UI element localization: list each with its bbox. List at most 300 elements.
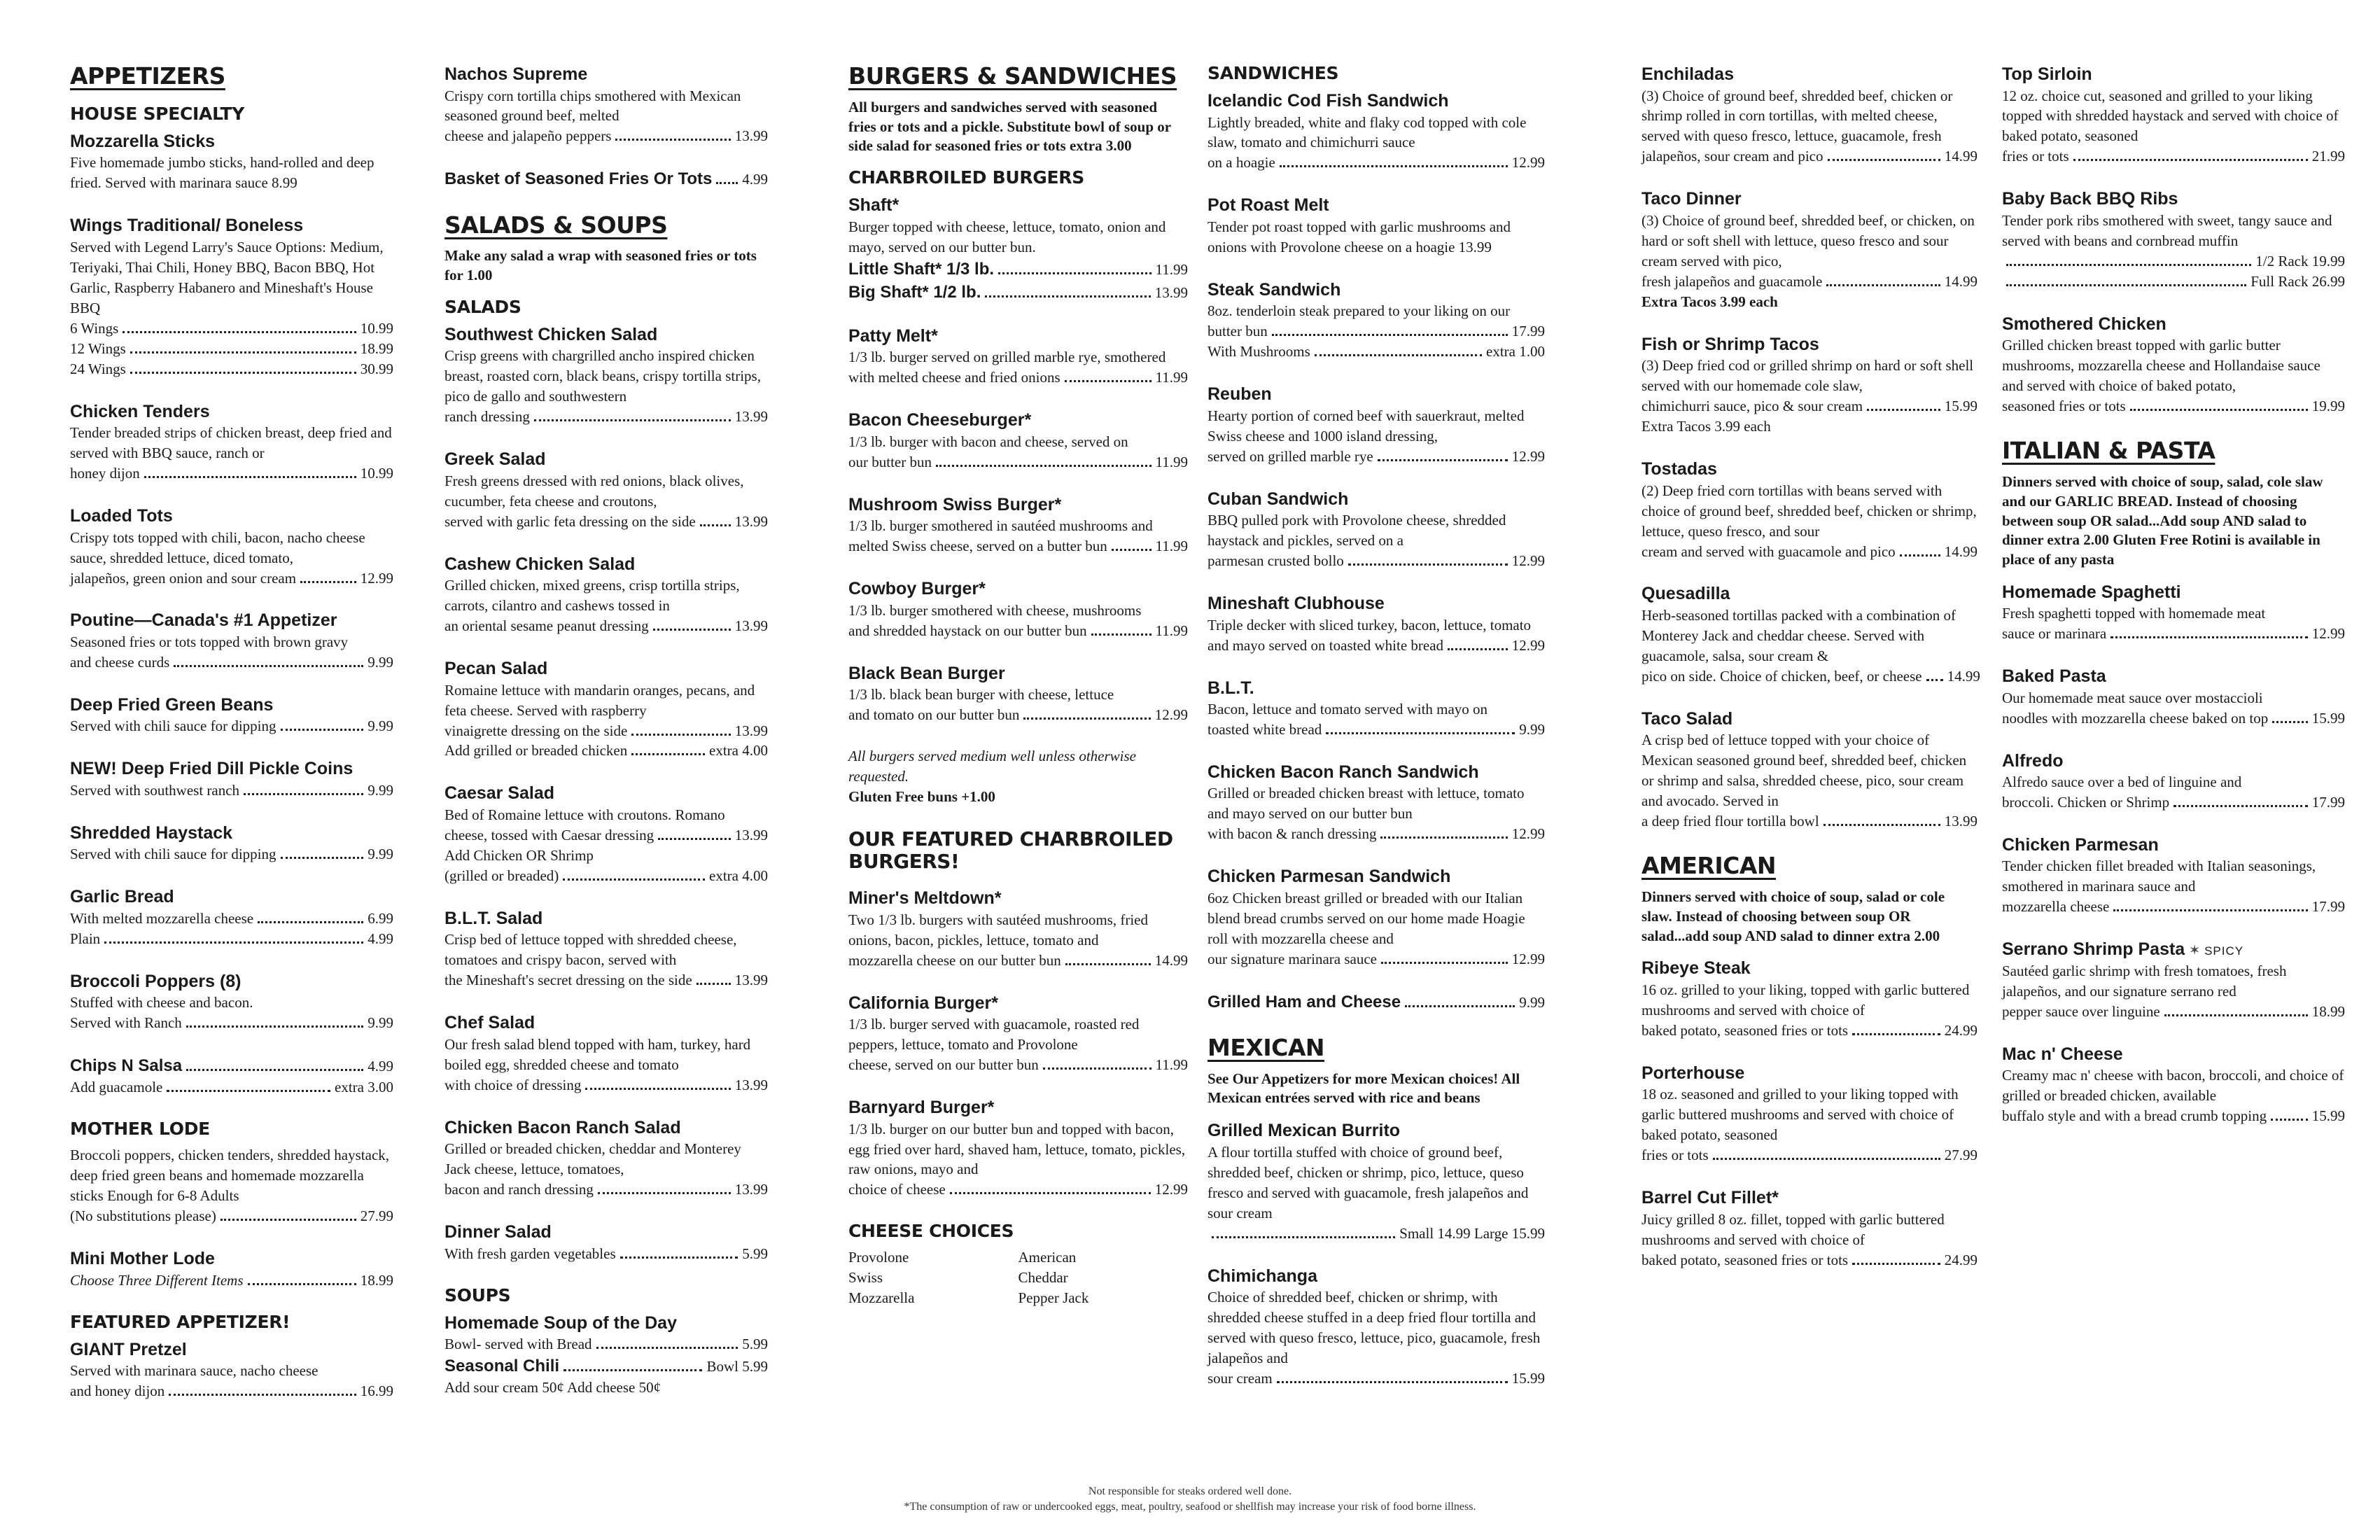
price-line-label: mozzarella cheese on our butter bun	[848, 951, 1061, 969]
dot-leader	[1823, 824, 1940, 826]
menu-item-mini-mother-lode	[70, 1247, 393, 1290]
item-description: Our homemade meat sauce over mostaccioli	[2002, 689, 2263, 706]
price: Full Rack 26.99	[2250, 272, 2345, 290]
price-line-label: served on grilled marble rye	[1208, 447, 1373, 465]
price-line-label: Seasonal Chili	[444, 1356, 560, 1376]
price-line-label: 24 Wings	[70, 360, 126, 377]
cheese-option: American	[1018, 1249, 1077, 1266]
item-description: Creamy mac n' cheese with bacon, broccoli, and choice of grilled or breaded chicken, available	[2002, 1067, 2344, 1105]
menu-item-chicken-tenders	[70, 400, 393, 484]
section-heading: ITALIAN & PASTA	[2002, 437, 2216, 465]
menu-item-giant-pretzel	[70, 1338, 393, 1401]
price-line	[70, 929, 393, 949]
price-line	[848, 258, 1188, 281]
price-line-label: 12 Wings	[70, 340, 126, 357]
item-name: B.L.T. Salad	[444, 908, 543, 928]
price-line	[848, 621, 1188, 641]
price-line	[1208, 636, 1545, 656]
item-name: Icelandic Cod Fish Sandwich	[1208, 91, 1449, 111]
dot-leader	[169, 1394, 356, 1396]
price-line	[444, 616, 768, 636]
menu-item-garlic-bread	[70, 886, 393, 948]
price: 9.99	[368, 781, 393, 799]
price: 12.99	[1511, 154, 1545, 172]
section-subheading: CHARBROILED BURGERS	[848, 167, 1084, 188]
dot-leader	[144, 476, 356, 478]
item-name: Shredded Haystack	[70, 822, 233, 843]
menu-item-baked-pasta	[2002, 665, 2345, 728]
price-line	[1642, 811, 1977, 832]
dot-leader	[653, 629, 731, 631]
price-line-label: With melted mozzarella cheese	[70, 909, 254, 927]
item-name: Smothered Chicken	[2002, 314, 2166, 334]
price-line-label: cheese, tossed with Caesar dressing	[444, 826, 654, 844]
price-line-label: Choose Three Different Items	[70, 1271, 244, 1289]
price: 15.99	[1944, 398, 1977, 415]
menu-item-extras	[444, 167, 768, 190]
dot-leader	[615, 139, 730, 141]
item-name: Mozzarella Sticks	[70, 131, 216, 151]
menu-col-4	[1208, 63, 1545, 1410]
dot-leader	[1212, 1236, 1395, 1238]
price-line	[70, 1013, 393, 1033]
section-note: All burgers and sandwiches served with seasoned fries or tots and a pickle. Substitute bowl of soup or side salad for seasoned fries or tots extra 3.00	[848, 98, 1171, 155]
item-name: Baby Back BBQ Ribs	[2002, 189, 2178, 209]
price-line-label: Plain	[70, 930, 101, 947]
dot-leader	[1272, 334, 1508, 336]
price-line	[848, 452, 1188, 472]
price-line	[1208, 949, 1545, 969]
item-name: Alfredo	[2002, 750, 2064, 771]
menu-item-cowboy-burger	[848, 578, 1188, 640]
item-description: (3) Choice of ground beef, shredded beef, chicken or shrimp rolled in corn tortillas, with melted cheese, served with queso fresco, lettuce, guacamole, fresh	[1642, 87, 1953, 145]
menu-item-chef-salad	[444, 1011, 768, 1095]
dot-leader	[534, 419, 731, 421]
menu-col-1	[70, 63, 393, 1422]
price: 30.99	[360, 360, 393, 377]
price-line-label: jalapeños, sour cream and pico	[1642, 148, 1823, 165]
price: 15.99	[2311, 709, 2345, 727]
dot-leader	[1405, 1005, 1515, 1007]
cheese-option: Provolone	[848, 1249, 909, 1266]
menu-item-wings-traditional-boneless	[70, 214, 393, 379]
price: extra 4.00	[709, 867, 768, 884]
item-name-row	[2002, 938, 2345, 961]
menu-item-homemade-spaghetti	[2002, 581, 2345, 644]
dot-leader	[596, 1347, 738, 1349]
price: 12.99	[2311, 625, 2345, 643]
item-name: B.L.T.	[1208, 678, 1254, 698]
price: 4.99	[368, 1058, 393, 1075]
item-name: Mushroom Swiss Burger*	[848, 494, 1062, 514]
menu-item-bacon-cheeseburger	[848, 409, 1188, 472]
dot-leader	[585, 1088, 730, 1090]
section-subheading: SOUPS	[444, 1284, 511, 1306]
price-line-label: (No substitutions please)	[70, 1208, 216, 1225]
item-description: 1/3 lb. burger served on grilled marble rye, smothered	[848, 349, 1166, 366]
price: 10.99	[360, 465, 393, 482]
price: 9.99	[368, 846, 393, 863]
dot-leader	[300, 581, 356, 583]
price-line	[848, 368, 1188, 388]
price-line	[1208, 1224, 1545, 1244]
price: 24.99	[1944, 1251, 1977, 1268]
dot-leader	[2271, 1119, 2308, 1121]
dot-leader	[998, 272, 1151, 274]
price-line	[848, 281, 1188, 304]
item-name: Serrano Shrimp Pasta	[2002, 939, 2185, 960]
price-line-label: baked potato, seasoned fries or tots	[1642, 1021, 1849, 1039]
price-line-label: Served with chili sauce for dipping	[70, 718, 276, 735]
price-line	[444, 167, 768, 190]
price-line-label: 6 Wings	[70, 319, 119, 337]
item-name: Chimichanga	[1208, 1266, 1317, 1286]
dot-leader	[1326, 732, 1515, 734]
dot-leader	[598, 1192, 731, 1194]
item-description: 1/3 lb. burger smothered in sautéed mushrooms and	[848, 517, 1153, 535]
price-line-label: vinaigrette dressing on the side	[444, 722, 628, 739]
dot-leader	[2113, 909, 2307, 911]
dot-leader	[104, 941, 363, 944]
menu-item-serrano-shrimp-pasta	[2002, 938, 2345, 1021]
price-line-label: sauce or marinara	[2002, 625, 2107, 643]
dot-leader	[1280, 165, 1508, 167]
item-name: Top Sirloin	[2002, 64, 2092, 84]
dot-leader	[1348, 564, 1508, 566]
item-description: Tender pot roast topped with garlic mushrooms and onions with Provolone cheese on a hoagie 13.99	[1208, 218, 1511, 255]
price-line	[70, 463, 393, 484]
menu-col-5	[1642, 63, 1980, 1291]
dot-leader	[563, 878, 705, 881]
price: 5.99	[742, 1336, 768, 1353]
spicy-badge: SPICY	[2204, 944, 2244, 958]
menu-item-taco-salad	[1642, 708, 1977, 832]
item-name: Cashew Chicken Salad	[444, 554, 636, 574]
item-description: 18 oz. seasoned and grilled to your liking topped with garlic buttered mushrooms and served with choice of baked potato, seasoned	[1642, 1086, 1959, 1144]
menu-item-pot-roast-melt	[1208, 194, 1545, 257]
price-line	[1208, 447, 1545, 467]
item-description: Tender pork ribs smothered with sweet, tangy sauce and served with beans and cornbread muffin	[2002, 211, 2332, 249]
menu-item-homemade-soup-of-the-day	[444, 1312, 768, 1399]
price-line	[70, 1077, 393, 1098]
cheese-option: Swiss	[848, 1269, 883, 1287]
menu-item-greek-salad	[444, 448, 768, 531]
price-line-label: Served with Ranch	[70, 1014, 182, 1032]
dot-leader	[281, 857, 364, 859]
item-name: Reuben	[1208, 384, 1272, 405]
section-subheading: MOTHER LODE	[70, 1119, 210, 1140]
price-line	[70, 318, 393, 339]
item-name: Cuban Sandwich	[1208, 489, 1349, 509]
price: 11.99	[1155, 453, 1188, 470]
dot-leader	[1065, 963, 1151, 965]
price: 13.99	[1944, 813, 1977, 830]
price-line-label: Served with southwest ranch	[70, 781, 240, 799]
price-line	[70, 844, 393, 864]
section-heading: BURGERS & SANDWICHES	[848, 62, 1177, 90]
dot-leader	[1713, 1158, 1940, 1160]
menu-col-6	[2002, 63, 2345, 1147]
pepper-icon: ✶	[2185, 943, 2205, 959]
price: 27.99	[360, 1208, 393, 1225]
price-line	[70, 1206, 393, 1226]
item-description: Tender chicken fillet breaded with Italian seasonings, smothered in marinara sauce and	[2002, 858, 2316, 895]
dot-leader	[1065, 380, 1152, 382]
item-name: Cowboy Burger*	[848, 579, 986, 599]
price: 13.99	[1154, 284, 1188, 301]
menu-item-southwest-chicken-salad	[444, 323, 768, 427]
price: 12.99	[360, 569, 393, 587]
price-line	[444, 126, 768, 146]
dot-leader	[1023, 718, 1150, 720]
item-description: 1/3 lb. burger smothered with cheese, mushrooms	[848, 601, 1142, 619]
dot-leader	[1315, 354, 1482, 356]
menu-item-ribeye-steak	[1642, 957, 1977, 1040]
dot-leader	[1381, 962, 1508, 964]
menu-item-quesadilla	[1642, 582, 1980, 686]
item-description: 16 oz. grilled to your liking, topped with garlic buttered mushrooms and served with choice of	[1642, 981, 1970, 1018]
item-description: Grilled or breaded chicken breast with lettuce, tomato and mayo served on our butter bun	[1208, 785, 1525, 822]
menu-item-chicken-bacon-ranch-sandwich	[1208, 761, 1545, 844]
item-name: Chef Salad	[444, 1013, 536, 1033]
price: 1/2 Rack 19.99	[2255, 252, 2345, 270]
price-line-label: our butter bun	[848, 453, 932, 470]
price-line-label: butter bun	[1208, 323, 1268, 340]
price-line-label: honey dijon	[70, 465, 140, 482]
price-line-label: fries or tots	[2002, 148, 2069, 165]
dot-leader	[281, 729, 364, 731]
dot-leader	[658, 838, 731, 840]
item-name: Patty Melt*	[848, 326, 938, 346]
item-description: Add Chicken OR Shrimp	[444, 846, 594, 864]
dot-leader	[1852, 1033, 1940, 1035]
menu-item-patty-melt	[848, 325, 1188, 388]
dot-leader	[1867, 409, 1940, 411]
menu-item-chicken-bacon-ranch-salad	[444, 1116, 768, 1200]
price-line-label: buffalo style and with a bread crumb topping	[2002, 1107, 2267, 1125]
menu-item-grilled-mexican-burrito	[1208, 1119, 1545, 1243]
item-name: Porterhouse	[1642, 1063, 1745, 1083]
price-line-label: our signature marinara sauce	[1208, 950, 1377, 967]
item-description: Fresh greens dressed with red onions, black olives, cucumber, feta cheese and croutons,	[444, 472, 744, 510]
item-name: Barnyard Burger*	[848, 1098, 995, 1118]
dot-leader	[258, 921, 363, 923]
item-name: Steak Sandwich	[1208, 279, 1341, 300]
price: 14.99	[1154, 951, 1188, 969]
item-name: Poutine—Canada's #1 Appetizer	[70, 610, 337, 631]
price-line	[444, 866, 768, 886]
dot-leader	[130, 372, 356, 374]
item-description: Crisp bed of lettuce topped with shredded cheese, tomatoes and crispy bacon, served with	[444, 931, 737, 969]
price: 12.99	[1154, 1181, 1188, 1198]
price: 12.99	[1511, 636, 1545, 654]
item-description: Two 1/3 lb. burgers with sautéed mushrooms, fried onions, bacon, pickles, lettuce, tomato and	[848, 911, 1148, 948]
dot-leader	[186, 1026, 363, 1028]
item-description: Hearty portion of corned beef with sauerkraut, melted Swiss cheese and 1000 island dressing,	[1208, 407, 1525, 444]
dot-leader	[2164, 1014, 2308, 1016]
item-name: Fish or Shrimp Tacos	[1642, 334, 1819, 354]
item-description: 1/3 lb. burger on our butter bun and topped with bacon, egg fried over hard, shaved ham, lettuce, tomato, pickles, raw onions, mayo and	[848, 1120, 1186, 1178]
section-note: Make any salad a wrap with seasoned fries or tots for 1.00	[444, 247, 757, 284]
item-name: Taco Dinner	[1642, 189, 1742, 209]
cheese-option: Pepper Jack	[1018, 1289, 1089, 1307]
menu-item-mozzarella-sticks	[70, 130, 393, 193]
dot-leader	[564, 1369, 702, 1371]
price-line-label: sour cream	[1208, 1369, 1273, 1387]
price-line	[1208, 824, 1545, 844]
price: 11.99	[1155, 538, 1188, 555]
item-description: Served with Legend Larry's Sauce Options: Medium, Teriyaki, Thai Chili, Honey BBQ, Bacon BBQ, Hot Garlic, Raspberry Habanero and Mineshaft's House BBQ	[70, 238, 384, 316]
item-description: Bacon, lettuce and tomato served with mayo on	[1208, 701, 1488, 718]
menu-item-steak-sandwich	[1208, 279, 1545, 362]
price: 19.99	[2311, 398, 2345, 415]
price-line	[1642, 146, 1977, 167]
item-name: Dinner Salad	[444, 1222, 552, 1242]
item-description: Tender breaded strips of chicken breast, deep fried and served with BBQ sauce, ranch or	[70, 424, 392, 462]
price: 18.99	[2311, 1002, 2345, 1020]
menu-item-taco-dinner	[1642, 188, 1977, 312]
price: 13.99	[734, 127, 768, 145]
price: 9.99	[1519, 993, 1545, 1011]
price-line	[2002, 396, 2345, 416]
item-description: Five homemade jumbo sticks, hand-rolled and deep fried. Served with marinara sauce 8.99	[70, 154, 374, 192]
dot-leader	[936, 465, 1152, 467]
price-line	[444, 512, 768, 532]
price-line-label: bacon and ranch dressing	[444, 1181, 594, 1198]
dot-leader	[1380, 836, 1507, 839]
item-name: NEW! Deep Fried Dill Pickle Coins	[70, 759, 354, 779]
price-line-label: Add grilled or breaded chicken	[444, 742, 628, 760]
price: 17.99	[2311, 898, 2345, 916]
dot-leader	[1828, 159, 1940, 161]
price: 15.99	[1511, 1369, 1545, 1387]
price-line-label: fries or tots	[1642, 1147, 1709, 1164]
menu-item-b-l-t-salad	[444, 907, 768, 990]
menu-item-mushroom-swiss-burger	[848, 493, 1188, 556]
section-heading: OUR FEATURED CHARBROILED BURGERS!	[848, 827, 1173, 874]
dot-leader	[220, 1219, 356, 1221]
menu-item-nachos-supreme	[444, 63, 768, 146]
price-line-label: baked potato, seasoned fries or tots	[1642, 1251, 1849, 1268]
price-line-label: cheese and jalapeño peppers	[444, 127, 612, 145]
price-line	[70, 1381, 393, 1401]
item-description: Seasoned fries or tots topped with brown gravy	[70, 633, 349, 650]
menu-item-reuben	[1208, 383, 1545, 466]
price-line	[70, 568, 393, 589]
item-description: 1/3 lb. burger served with guacamole, roasted red peppers, lettuce, tomato and Provolone	[848, 1016, 1140, 1054]
price: 21.99	[2311, 148, 2345, 165]
price-line	[2002, 251, 2345, 272]
dot-leader	[2073, 159, 2308, 161]
price-line	[444, 741, 768, 761]
price-line	[1642, 396, 1977, 416]
item-note: Extra Tacos 3.99 each	[1642, 293, 1778, 310]
item-name: Barrel Cut Fillet*	[1642, 1188, 1779, 1208]
section-heading: SALADS & SOUPS	[444, 211, 668, 239]
price-line-label: With Mushrooms	[1208, 343, 1310, 360]
item-name: Chicken Tenders	[70, 401, 210, 421]
price-line-label: and cheese curds	[70, 653, 170, 671]
price-line-label: Chips N Salsa	[70, 1056, 183, 1076]
price-line-label: Add guacamole	[70, 1079, 163, 1096]
item-name: Taco Salad	[1642, 708, 1733, 729]
dot-leader	[985, 295, 1150, 298]
price: extra 4.00	[709, 742, 768, 760]
item-name: Bacon Cheeseburger*	[848, 410, 1032, 430]
menu-item-chimichanga	[1208, 1265, 1545, 1389]
item-name: Garlic Bread	[70, 887, 174, 907]
cheese-choices-list	[848, 1247, 1188, 1308]
price-line	[70, 909, 393, 929]
price-line-label: noodles with mozzarella cheese baked on top	[2002, 709, 2269, 727]
price: 6.99	[368, 909, 393, 927]
item-description: A crisp bed of lettuce topped with your choice of Mexican seasoned ground beef, shredded beef, chicken or shrimp and salsa, shredded cheese, pico, sour cream and avocado. Served in	[1642, 732, 1967, 810]
item-description: Crispy tots topped with chili, bacon, nacho cheese sauce, shredded lettuce, diced tomato,	[70, 528, 365, 566]
price-line-label: broccoli. Chicken or Shrimp	[2002, 794, 2170, 811]
dot-leader	[244, 793, 363, 795]
price: 12.99	[1511, 552, 1545, 570]
price-line-label: parmesan crusted bollo	[1208, 552, 1344, 570]
menu-item-dinner-salad	[444, 1221, 768, 1264]
dot-leader	[2272, 721, 2308, 723]
item-note: All burgers served medium well unless otherwise requested.	[848, 747, 1137, 785]
price: 27.99	[1944, 1147, 1977, 1164]
price-line-label: served with garlic feta dressing on the side	[444, 512, 696, 530]
cheese-option: Cheddar	[1018, 1269, 1068, 1287]
menu-item-extras	[1208, 990, 1545, 1014]
price-line	[2002, 1002, 2345, 1022]
price-line	[848, 705, 1188, 725]
price: 13.99	[734, 512, 768, 530]
menu-item-cashew-chicken-salad	[444, 553, 768, 636]
menu-item-fish-or-shrimp-tacos	[1642, 333, 1977, 437]
section-note: See Our Appetizers for more Mexican choices! All Mexican entrées served with rice and beans	[1208, 1070, 1520, 1107]
price-line-label: with choice of dressing	[444, 1076, 582, 1093]
item-name: Black Bean Burger	[848, 663, 1005, 683]
section-subheading: CHEESE CHOICES	[848, 1221, 1014, 1242]
item-name: Mac n' Cheese	[2002, 1044, 2123, 1064]
price: 9.99	[368, 1014, 393, 1032]
price-line-label: and shredded haystack on our butter bun	[848, 622, 1087, 639]
menu-item-shaft	[848, 194, 1188, 304]
item-name: Chicken Bacon Ranch Sandwich	[1208, 762, 1479, 782]
price-line-label: toasted white bread	[1208, 720, 1322, 738]
price: 12.99	[1511, 825, 1545, 843]
item-description: Grilled chicken, mixed greens, crisp tortilla strips, carrots, cilantro and cashews tossed in	[444, 577, 740, 615]
price-line-label: choice of cheese	[848, 1181, 946, 1198]
price-line-label: With fresh garden vegetables	[444, 1245, 616, 1262]
item-name: Tostadas	[1642, 459, 1717, 479]
price: Small 14.99 Large 15.99	[1399, 1224, 1545, 1242]
menu-item-barrel-cut-fillet	[1642, 1186, 1977, 1270]
price-line	[70, 1270, 393, 1291]
price-line	[1642, 272, 1977, 292]
price-line-label: Served with chili sauce for dipping	[70, 846, 276, 863]
price: 13.99	[734, 617, 768, 635]
item-name: Caesar Salad	[444, 783, 555, 804]
item-name: Loaded Tots	[70, 506, 173, 526]
item-description: Burger topped with cheese, lettuce, tomato, onion and mayo, served on our butter bun.	[848, 218, 1166, 255]
price-line	[444, 825, 768, 846]
item-name: Ribeye Steak	[1642, 958, 1751, 979]
item-name: Pecan Salad	[444, 659, 548, 679]
price-line	[848, 1180, 1188, 1200]
item-name: Southwest Chicken Salad	[444, 324, 658, 344]
item-description: 8oz. tenderloin steak prepared to your liking on our	[1208, 302, 1511, 320]
menu-item-chicken-parmesan-sandwich	[1208, 865, 1545, 969]
section-heading: AMERICAN	[1642, 852, 1776, 880]
price: 13.99	[734, 1181, 768, 1198]
